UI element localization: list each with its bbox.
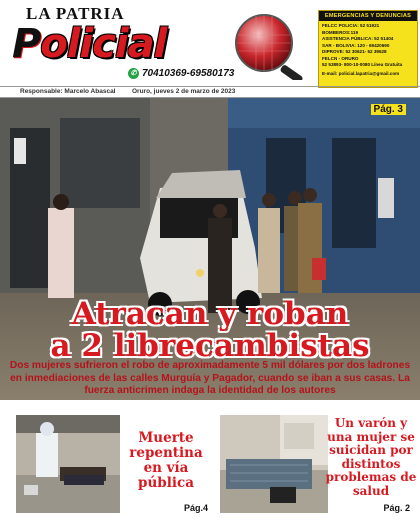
secondary-story-2[interactable]	[218, 413, 418, 515]
main-headline-line-1: Atracan y roban	[71, 296, 349, 332]
phone-numbers-text: 70410369-69580173	[142, 68, 235, 79]
contact-email[interactable]: E-mail: policial.lapatria@gmail.com	[322, 70, 400, 76]
emergency-contacts-box	[318, 10, 418, 88]
contact-item: BOMBEROS:119	[322, 29, 358, 35]
newspaper-title-rest: olicial	[40, 21, 167, 67]
info-bar	[0, 86, 420, 98]
whatsapp-icon: ✆	[128, 68, 139, 79]
contact-item: DIPROVE: 52 30621- 52 39628	[322, 49, 387, 54]
phone-numbers	[128, 68, 234, 79]
story-2-photo	[220, 415, 328, 513]
emergency-contacts-list	[319, 21, 417, 71]
main-headline[interactable]	[0, 298, 420, 362]
responsible-editor: Responsable: Marcelo Abascal	[20, 88, 116, 95]
story-2-page-ref[interactable]: Pág. 2	[383, 503, 410, 513]
newspaper-supertitle: LA PATRIA	[26, 4, 125, 23]
newspaper-title-initial: P	[12, 21, 41, 67]
story-1-photo	[16, 415, 120, 513]
story-2-headline[interactable]: Un varón y una mujer se suicidan por distintos problemas de salud	[325, 416, 417, 498]
story-1-page-ref[interactable]: Pág.4	[183, 503, 208, 513]
hero-story[interactable]	[0, 98, 420, 400]
dateline: Oruro, jueves 2 de marzo de 2023	[132, 88, 236, 95]
contact-item: ASISTENCIA PÚBLICA: 52 51404	[322, 36, 394, 41]
contact-item: FELCC POLICIA: 52 51921	[322, 23, 380, 28]
lead-paragraph: Dos mujeres sufrieron el robo de aproximadamente 5 mil dólares por dos ladrones en inmediaciones de las calles Murguía y Pagador, cuando se iban a sus casas. La fuerza anticrimen indaga la identidad de los autores	[9, 360, 411, 396]
contact-item: FELCN - ORURO	[322, 55, 359, 61]
emergency-contacts-title: EMERGENCIAS Y DENUNCIAS	[319, 11, 417, 21]
contact-item: 52 53893- 800-10-0080 Línea Gratuita	[322, 62, 403, 67]
story-1-headline[interactable]: Muerte repentina en vía pública	[129, 430, 203, 491]
contact-item: SAR - BOLIVIA: 120 - 69420690	[322, 42, 390, 48]
hero-page-ref[interactable]: Pág. 3	[371, 104, 406, 115]
microphone-icon	[224, 10, 310, 80]
secondary-story-1[interactable]	[16, 413, 212, 515]
newspaper-title	[12, 22, 166, 66]
main-headline-line-2: a 2 librecambistas	[50, 328, 370, 364]
